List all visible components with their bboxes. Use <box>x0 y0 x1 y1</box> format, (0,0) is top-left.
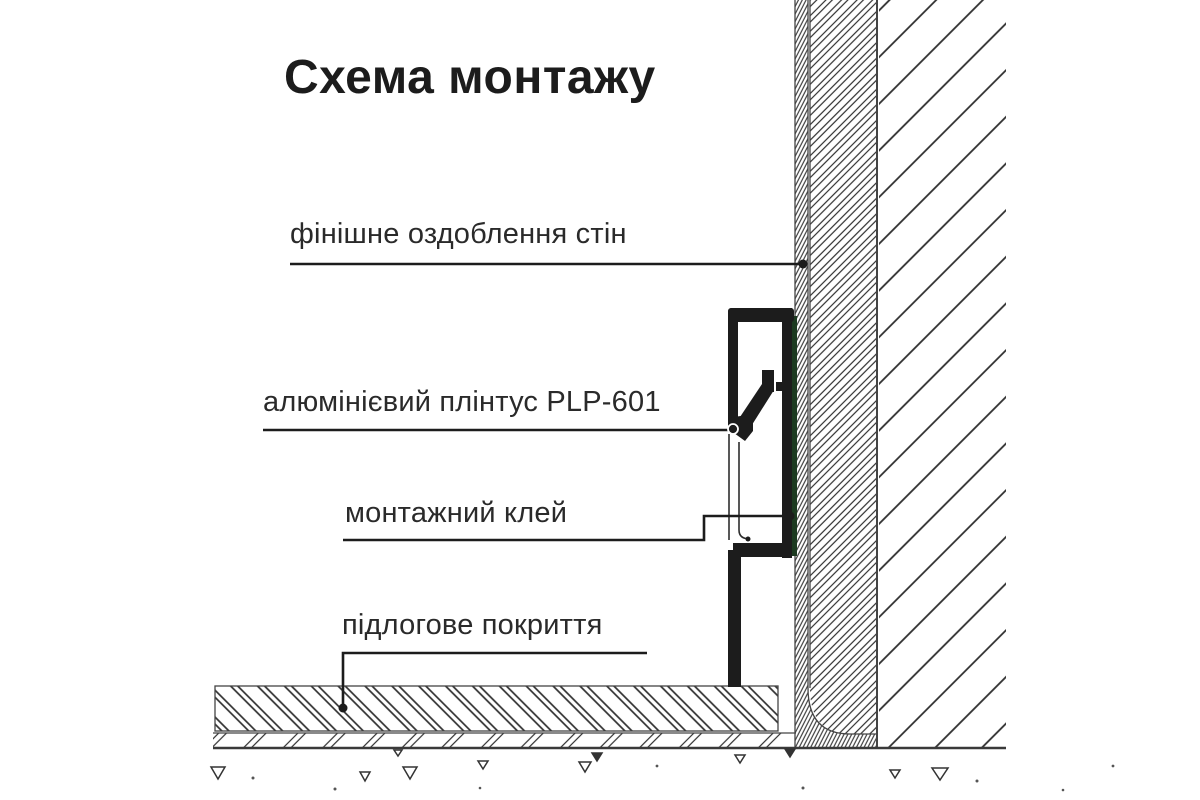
leader-dot-glue <box>786 512 795 521</box>
profile-floor-leg <box>728 550 741 687</box>
page-title: Схема монтажу <box>284 51 656 104</box>
wall-masonry-layer <box>810 0 877 734</box>
ground-hatch <box>211 748 1114 791</box>
leader-dot-floor <box>339 704 348 713</box>
leader-dot-skirting <box>728 424 738 434</box>
leader-dot-wall-finish <box>799 260 808 269</box>
label-mounting-glue: монтажний клей <box>345 497 568 529</box>
leader-lines <box>263 260 808 713</box>
skirting-profile <box>728 308 794 687</box>
profile-bottom-flange <box>733 543 792 557</box>
label-skirting-plp-601: алюмінієвий плінтус PLP-601 <box>263 386 661 418</box>
floor-covering <box>215 686 778 731</box>
profile-back-wall <box>782 308 792 558</box>
profile-front-upper <box>728 308 738 430</box>
wall-section <box>795 0 1006 748</box>
wall-structural-layer <box>879 0 1006 748</box>
floor-underlay <box>213 733 796 748</box>
label-wall-finish: фінішне оздоблення стін <box>290 218 627 250</box>
label-floor-covering: підлогове покриття <box>342 609 603 641</box>
